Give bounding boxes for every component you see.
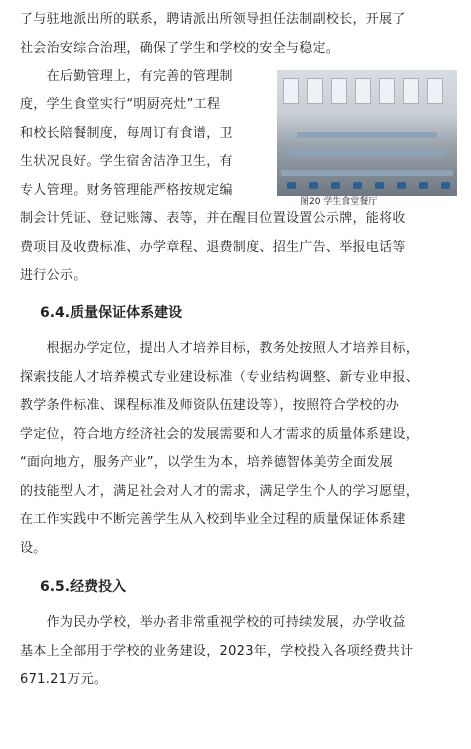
paragraph-line: 探索技能人才培养模式专业建设标准（专业结构调整、新专业申报、 (20, 370, 420, 385)
paragraph-line: 社会治安综合治理，确保了学生和学校的安全与稳定。 (20, 41, 340, 56)
paragraph-line: 了与驻地派出所的联系，聘请派出所领导担任法制副校长，开展了 (20, 12, 406, 27)
paragraph-line: 制会计凭证、登记账簿、表等，并在醒目位置设置公示牌，能将收 (20, 211, 406, 226)
paragraph-line: 教学条件标准、课程标准及师资队伍建设等），按照符合学校的办 (20, 398, 400, 413)
paragraph-line: 进行公示。 (20, 268, 87, 283)
paragraph-line: 基本上全部用于学校的业务建设，2023年，学校投入各项经费共计 (20, 644, 414, 659)
paragraph-line: 671.21万元。 (20, 672, 108, 687)
paragraph-line: 在后勤管理上，有完善的管理制 (20, 69, 233, 84)
paragraph-line: 设。 (20, 541, 47, 556)
paragraph-line: 费项目及收费标准、办学章程、退费制度、招生广告、举报电话等 (20, 240, 406, 255)
paragraph-line: 和校长陪餐制度，每周订有食谱，卫 (20, 126, 233, 141)
paragraph-line: “面向地方，服务产业”，以学生为本，培养德智体美劳全面发展 (20, 455, 394, 470)
paragraph-line: 学定位，符合地方经济社会的发展需要和人才需求的质量体系建设， (20, 427, 420, 442)
paragraph-line: 作为民办学校，举办者非常重视学校的可持续发展，办学收益 (20, 615, 406, 630)
paragraph-line: 度，学生食堂实行“明厨亮灶”工程 (20, 97, 221, 112)
paragraph-line: 根据办学定位，提出人才培养目标，教务处按照人才培养目标， (20, 341, 420, 356)
figure-caption: 图20 学生食堂餐厅 (300, 197, 378, 207)
paragraph-line: 生状况良好。学生宿舍洁净卫生，有 (20, 154, 233, 169)
section-heading: 6.5.经费投入 (40, 579, 127, 595)
paragraph-line: 在工作实践中不断完善学生从入校到毕业全过程的质量保证体系建 (20, 512, 406, 527)
paragraph-line: 的技能型人才，满足社会对人才的需求，满足学生个人的学习愿望， (20, 484, 420, 499)
paragraph-line: 专人管理。财务管理能严格按规定编 (20, 183, 233, 198)
section-heading: 6.4.质量保证体系建设 (40, 305, 183, 321)
canteen-photo (277, 70, 457, 196)
